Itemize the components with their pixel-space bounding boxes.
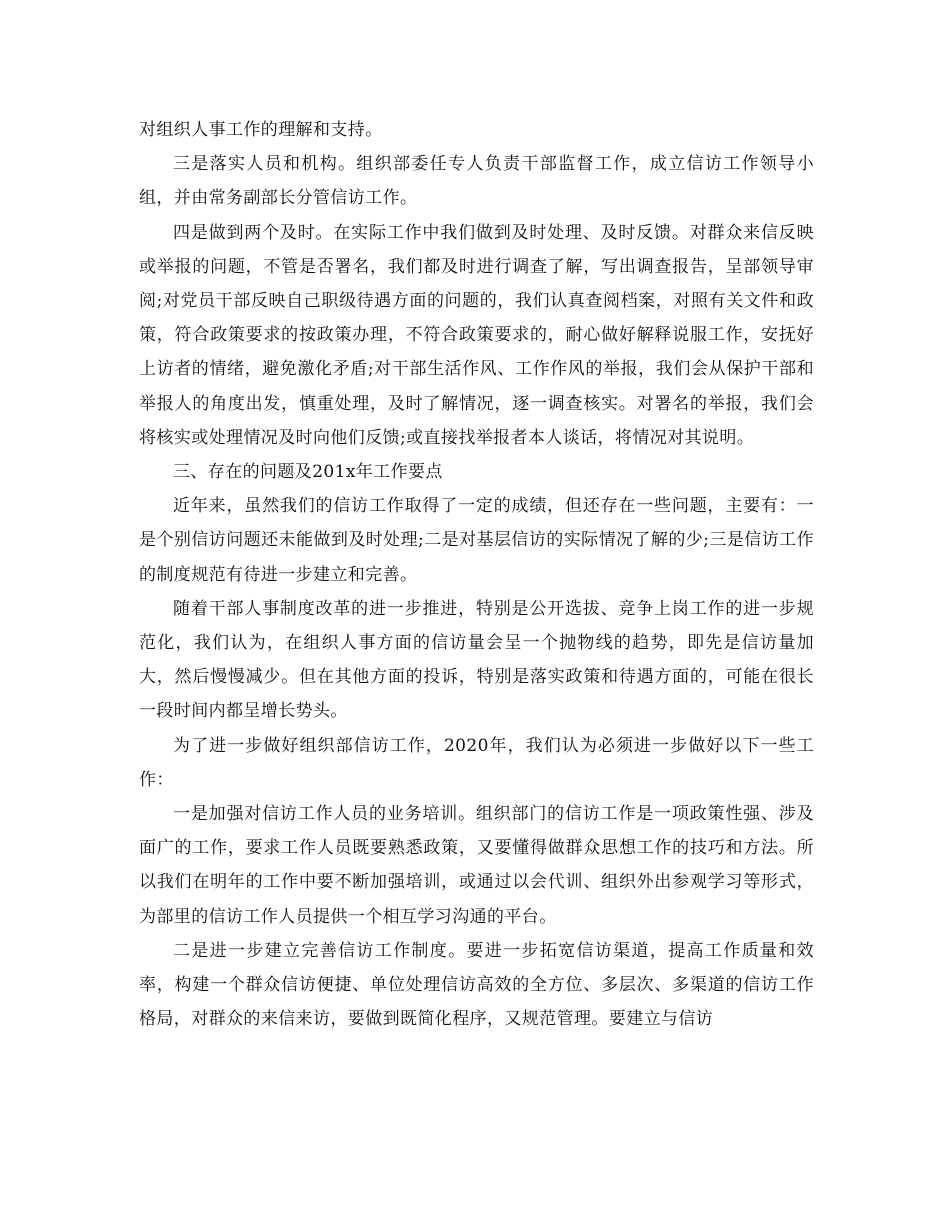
paragraph-timely-handling: 四是做到两个及时。在实际工作中我们做到及时处理、及时反馈。对群众来信反映或举报的问题，不管是否署名，我们都及时进行调查了解，写出调查报告，呈部领导审阅;对党员干部反映自己职级待遇方面的问题的，我们认真查阅档案，对照有关文件和政策，符合政策要求的按政策办理，不符合政策要求的，耐心做好解释说服工作，安抚好上访者的情绪，避免激化矛盾;对干部生活作风、工作作风的举报，我们会从保护干部和举报人的角度出发，慎重处理，及时了解情况，逐一调查核实。对署名的举报，我们会将核实或处理情况及时向他们反馈;或直接找举报者本人谈话，将情况对其说明。 xyxy=(139,222,814,448)
section-heading-problems: 三、存在的问题及201x年工作要点 xyxy=(173,462,443,483)
paragraph-problems: 近年来，虽然我们的信访工作取得了一定的成绩，但还存在一些问题，主要有：一是个别信访问题还未能做到及时处理;二是对基层信访的实际情况了解的少;三是信访工作的制度规范有待进一步建立和完善。 xyxy=(139,496,815,585)
paragraph-plan-intro: 为了进一步做好组织部信访工作，2020年，我们认为必须进一步做好以下一些工作： xyxy=(139,735,814,790)
paragraph-continuation: 对组织人事工作的理解和支持。 xyxy=(139,120,383,140)
document-body xyxy=(139,113,814,1036)
paragraph-training: 一是加强对信访工作人员的业务培训。组织部门的信访工作是一项政策性强、涉及面广的工作，要求工作人员既要熟悉政策，又要懂得做群众思想工作的技巧和方法。所以我们在明年的工作中要不断加强培训，或通过以会代训、组织外出参观学习等形式，为部里的信访工作人员提供一个相互学习沟通的平台。 xyxy=(139,804,814,927)
paragraph-system: 二是进一步建立完善信访工作制度。要进一步拓宽信访渠道，提高工作质量和效率，构建一个群众信访便捷、单位处理信访高效的全方位、多层次、多渠道的信访工作格局，对群众的来信来访，要做到既简化程序，又规范管理。要建立与信访 xyxy=(139,940,814,1030)
paragraph-trend: 随着干部人事制度改革的进一步推进，特别是公开选拔、竞争上岗工作的进一步规范化，我们认为，在组织人事方面的信访量会呈一个抛物线的趋势，即先是信访量加大，然后慢慢减少。但在其他方面的投诉，特别是落实政策和待遇方面的，可能在很长一段时间内都呈增长势头。 xyxy=(139,598,814,722)
paragraph-staffing: 三是落实人员和机构。组织部委任专人负责干部监督工作，成立信访工作领导小组，并由常务副部长分管信访工作。 xyxy=(139,154,814,209)
